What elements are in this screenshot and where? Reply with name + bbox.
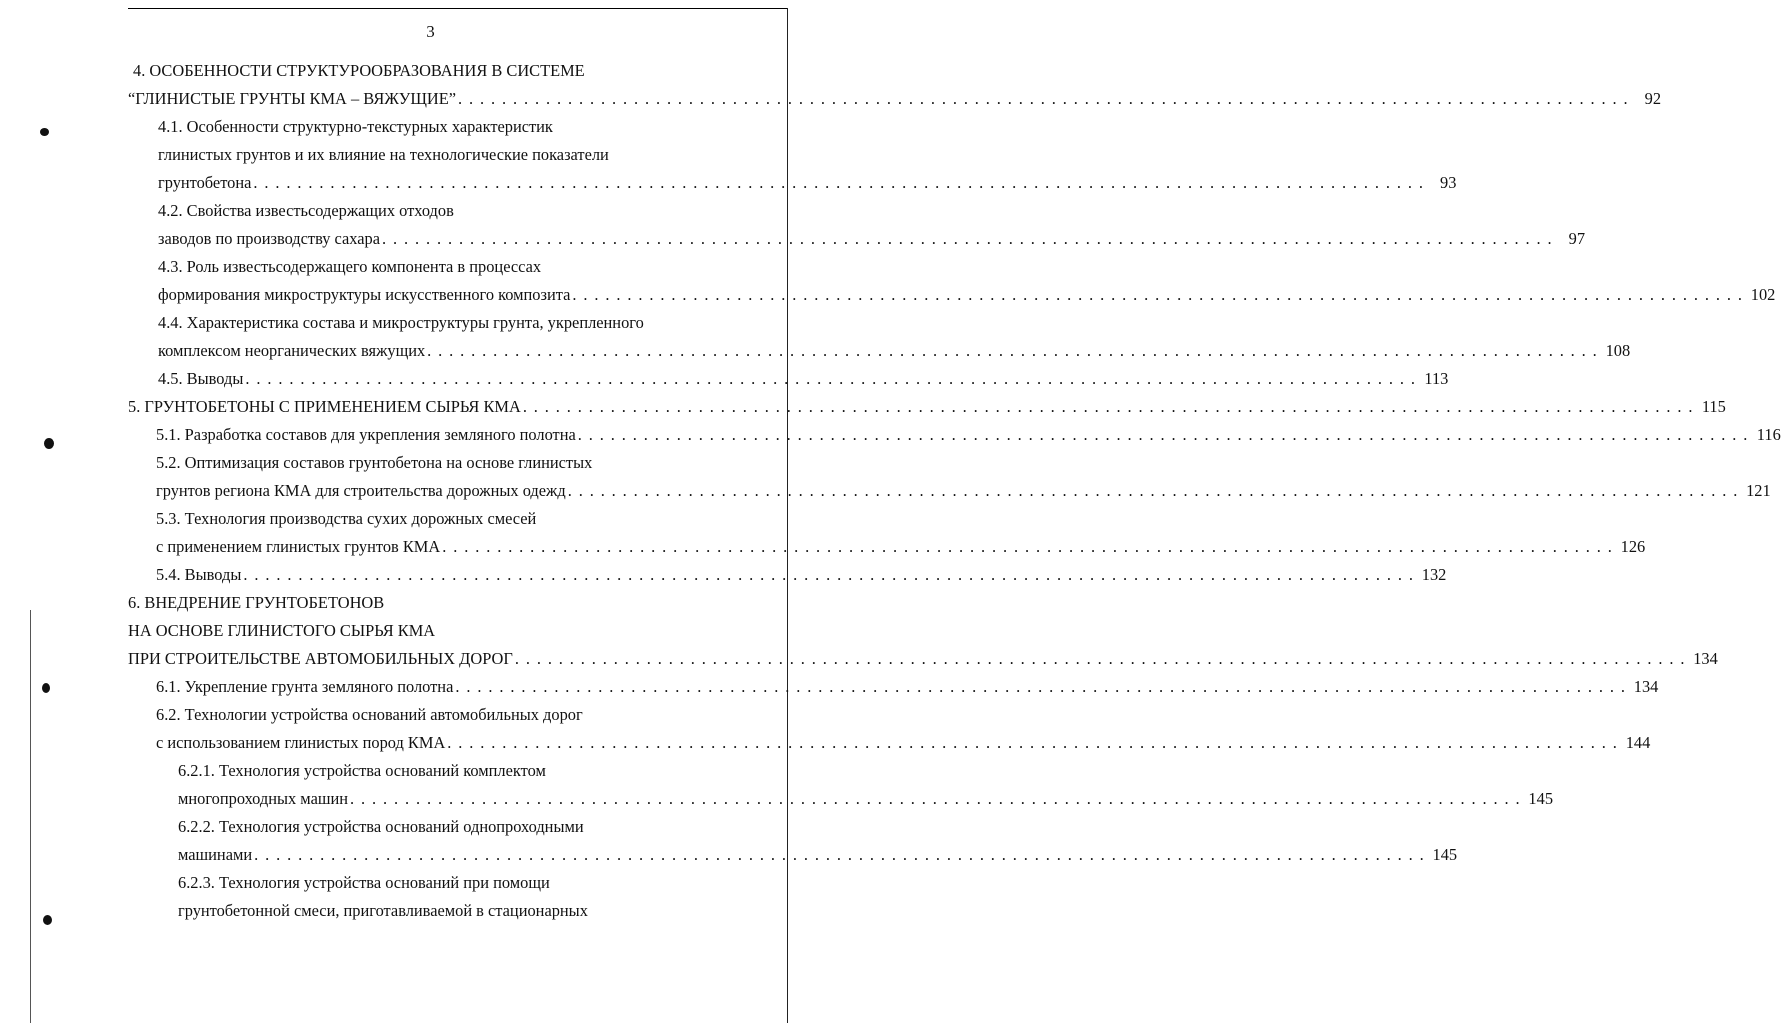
toc-entry — [158, 285, 1776, 305]
dot-leader: . . . . . . . . . . . . . . . . . . . . . . . . . . . . . . . . . . . . . . . . . . . . . . . . . . . . . . . . . . . . . . . . . . . . . . . . . . . . . . . . . . . . . . . . . . . . . . . . . . . . . . . . . . . — [253, 173, 1425, 192]
toc-entry — [156, 565, 1447, 585]
toc-entry — [178, 845, 1458, 865]
toc-entry-title: формирования микроструктуры искусственного композита — [158, 285, 571, 304]
toc-entry — [158, 313, 720, 333]
dot-leader: . . . . . . . . . . . . . . . . . . . . . . . . . . . . . . . . . . . . . . . . . . . . . . . . . . . . . . . . . . . . . . . . . . . . . . . . . . . . . . . . . . . . . . . . . . . . . . . . . . . . . . . . . . . — [350, 789, 1522, 808]
toc-entry-title: 6. ВНЕДРЕНИЕ ГРУНТОБЕТОНОВ — [128, 593, 385, 612]
dot-leader: . . . . . . . . . . . . . . . . . . . . . . . . . . . . . . . . . . . . . . . . . . . . . . . . . . . . . . . . . . . . . . . . . . . . . . . . . . . . . . . . . . . . . . . . . . . . . . . . . . . . . . . . . . . — [522, 397, 1694, 416]
toc-entry — [128, 89, 1662, 109]
toc-entry — [158, 145, 720, 165]
toc-entry-page-number: 144 — [1625, 733, 1651, 752]
toc-entry — [178, 789, 1554, 809]
toc-entry-title: машинами — [178, 845, 253, 864]
toc-entry — [158, 173, 1457, 193]
toc-entry-title: 6.1. Укрепление грунта земляного полотна — [156, 677, 454, 696]
toc-entry — [156, 677, 1659, 697]
toc-entry-page-number: 97 — [1568, 229, 1586, 248]
toc-entry-title: 6.2.3. Технология устройства оснований при помощи — [178, 873, 550, 892]
dot-leader: . . . . . . . . . . . . . . . . . . . . . . . . . . . . . . . . . . . . . . . . . . . . . . . . . . . . . . . . . . . . . . . . . . . . . . . . . . . . . . . . . . . . . . . . . . . . . . . . . . . . . . . . . . . — [455, 677, 1627, 696]
toc-entry-page-number: 116 — [1756, 425, 1781, 444]
toc-entry — [128, 649, 1718, 669]
toc-entry — [128, 621, 720, 641]
toc-entry-page-number: 145 — [1528, 789, 1554, 808]
dot-leader: . . . . . . . . . . . . . . . . . . . . . . . . . . . . . . . . . . . . . . . . . . . . . . . . . . . . . . . . . . . . . . . . . . . . . . . . . . . . . . . . . . . . . . . . . . . . . . . . . . . . . . . . . . . — [458, 89, 1630, 108]
toc-entry-page-number: 134 — [1633, 677, 1659, 696]
toc-entry — [156, 481, 1771, 501]
toc-entry-title: 4.2. Свойства известьсодержащих отходов — [158, 201, 454, 220]
toc-entry-title: 4.3. Роль известьсодержащего компонента в процессах — [158, 257, 542, 276]
toc-entry-title: глинистых грунтов и их влияние на технологические показатели — [158, 145, 609, 164]
dot-leader: . . . . . . . . . . . . . . . . . . . . . . . . . . . . . . . . . . . . . . . . . . . . . . . . . . . . . . . . . . . . . . . . . . . . . . . . . . . . . . . . . . . . . . . . . . . . . . . . . . . . . . . . . . . — [243, 565, 1415, 584]
toc-entry — [178, 761, 720, 781]
dot-leader: . . . . . . . . . . . . . . . . . . . . . . . . . . . . . . . . . . . . . . . . . . . . . . . . . . . . . . . . . . . . . . . . . . . . . . . . . . . . . . . . . . . . . . . . . . . . . . . . . . . . . . . . . . . — [572, 285, 1744, 304]
dot-leader: . . . . . . . . . . . . . . . . . . . . . . . . . . . . . . . . . . . . . . . . . . . . . . . . . . . . . . . . . . . . . . . . . . . . . . . . . . . . . . . . . . . . . . . . . . . . . . . . . . . . . . . . . . . — [577, 425, 1749, 444]
toc-entry-title: 4.4. Характеристика состава и микроструктуры грунта, укрепленного — [158, 313, 644, 332]
toc-entry — [156, 733, 1651, 753]
toc-entry-title: грунтобетонной смеси, приготавливаемой в стационарных — [178, 901, 588, 920]
toc-entry-title: многопроходных машин — [178, 789, 349, 808]
toc-entry — [156, 509, 720, 529]
toc-entry-title: заводов по производству сахара — [158, 229, 381, 248]
toc-entry-title: 5.3. Технология производства сухих дорожных смесей — [156, 509, 537, 528]
dot-leader: . . . . . . . . . . . . . . . . . . . . . . . . . . . . . . . . . . . . . . . . . . . . . . . . . . . . . . . . . . . . . . . . . . . . . . . . . . . . . . . . . . . . . . . . . . . . . . . . . . . . . . . . . . . — [382, 229, 1554, 248]
toc-entry-title: 5.4. Выводы — [156, 565, 242, 584]
dot-leader: . . . . . . . . . . . . . . . . . . . . . . . . . . . . . . . . . . . . . . . . . . . . . . . . . . . . . . . . . . . . . . . . . . . . . . . . . . . . . . . . . . . . . . . . . . . . . . . . . . . . . . . . . . . — [567, 481, 1739, 500]
toc-entry-title: с применением глинистых грунтов КМА — [156, 537, 441, 556]
toc-entry — [158, 229, 1586, 249]
toc-entry — [178, 873, 720, 893]
toc-entry — [156, 453, 720, 473]
toc-entry-title: 5. ГРУНТОБЕТОНЫ С ПРИМЕНЕНИЕМ СЫРЬЯ КМА — [128, 397, 521, 416]
toc-entry-page-number: 121 — [1746, 481, 1771, 500]
toc-entry — [156, 425, 1781, 445]
toc-entry — [133, 61, 720, 81]
dot-leader: . . . . . . . . . . . . . . . . . . . . . . . . . . . . . . . . . . . . . . . . . . . . . . . . . . . . . . . . . . . . . . . . . . . . . . . . . . . . . . . . . . . . . . . . . . . . . . . . . . . . . . . . . . . — [254, 845, 1426, 864]
toc-entry-title: грунтов региона КМА для строительства дорожных одежд — [156, 481, 566, 500]
toc-entry — [158, 369, 1449, 389]
toc-entry — [158, 257, 720, 277]
toc-entry — [178, 901, 720, 921]
toc-entry-title: ПРИ СТРОИТЕЛЬСТВЕ АВТОМОБИЛЬНЫХ ДОРОГ — [128, 649, 513, 668]
toc-entry-title: 5.2. Оптимизация составов грунтобетона на основе глинистых — [156, 453, 593, 472]
toc-entry-title: 6.2.1. Технология устройства оснований комплектом — [178, 761, 546, 780]
dot-leader: . . . . . . . . . . . . . . . . . . . . . . . . . . . . . . . . . . . . . . . . . . . . . . . . . . . . . . . . . . . . . . . . . . . . . . . . . . . . . . . . . . . . . . . . . . . . . . . . . . . . . . . . . . . — [427, 341, 1599, 360]
toc-entry-page-number: 108 — [1605, 341, 1631, 360]
toc-entry-title: грунтобетона — [158, 173, 252, 192]
toc-entry — [156, 537, 1646, 557]
dot-leader: . . . . . . . . . . . . . . . . . . . . . . . . . . . . . . . . . . . . . . . . . . . . . . . . . . . . . . . . . . . . . . . . . . . . . . . . . . . . . . . . . . . . . . . . . . . . . . . . . . . . . . . . . . . — [245, 369, 1417, 388]
toc-entry-title: 4. ОСОБЕННОСТИ СТРУКТУРООБРАЗОВАНИЯ В СИСТЕМЕ — [133, 61, 585, 80]
toc-entry-title: 6.2.2. Технология устройства оснований однопроходными — [178, 817, 584, 836]
toc-entry-page-number: 93 — [1440, 173, 1457, 192]
toc-entry-title: 4.5. Выводы — [158, 369, 244, 388]
toc-entry — [128, 593, 720, 613]
toc-entry-title: с использованием глинистых пород КМА — [156, 733, 446, 752]
toc-entry-page-number: 115 — [1701, 397, 1726, 416]
dot-leader: . . . . . . . . . . . . . . . . . . . . . . . . . . . . . . . . . . . . . . . . . . . . . . . . . . . . . . . . . . . . . . . . . . . . . . . . . . . . . . . . . . . . . . . . . . . . . . . . . . . . . . . . . . . — [447, 733, 1619, 752]
toc-entry-page-number: 145 — [1432, 845, 1458, 864]
dot-leader: . . . . . . . . . . . . . . . . . . . . . . . . . . . . . . . . . . . . . . . . . . . . . . . . . . . . . . . . . . . . . . . . . . . . . . . . . . . . . . . . . . . . . . . . . . . . . . . . . . . . . . . . . . . — [514, 649, 1686, 668]
toc-entry — [158, 341, 1631, 361]
toc-entry-page-number: 113 — [1424, 369, 1449, 388]
toc-entry-title: 5.1. Разработка составов для укрепления земляного полотна — [156, 425, 576, 444]
page-number: 3 — [426, 22, 435, 41]
toc-entry — [158, 117, 720, 137]
toc-entry — [128, 397, 1726, 417]
toc-entry-page-number: 134 — [1693, 649, 1718, 668]
toc-entry-page-number: 102 — [1750, 285, 1776, 304]
toc-entry-title: НА ОСНОВЕ ГЛИНИСТОГО СЫРЬЯ КМА — [128, 621, 436, 640]
toc-entry-title: 6.2. Технологии устройства оснований автомобильных дорог — [156, 705, 583, 724]
toc-entry-page-number: 126 — [1620, 537, 1646, 556]
toc-entry — [158, 201, 720, 221]
toc-entry — [156, 705, 720, 725]
dot-leader: . . . . . . . . . . . . . . . . . . . . . . . . . . . . . . . . . . . . . . . . . . . . . . . . . . . . . . . . . . . . . . . . . . . . . . . . . . . . . . . . . . . . . . . . . . . . . . . . . . . . . . . . . . . — [442, 537, 1614, 556]
toc-entry-page-number: 132 — [1421, 565, 1447, 584]
toc-entry-title: комплексом неорганических вяжущих — [158, 341, 426, 360]
toc-entry — [178, 817, 720, 837]
toc-entry-page-number: 92 — [1644, 89, 1662, 108]
toc-entry-title: “ГЛИНИСТЫЕ ГРУНТЫ КМА – ВЯЖУЩИЕ” — [128, 89, 457, 108]
toc-entry-title: 4.1. Особенности структурно-текстурных характеристик — [158, 117, 553, 136]
